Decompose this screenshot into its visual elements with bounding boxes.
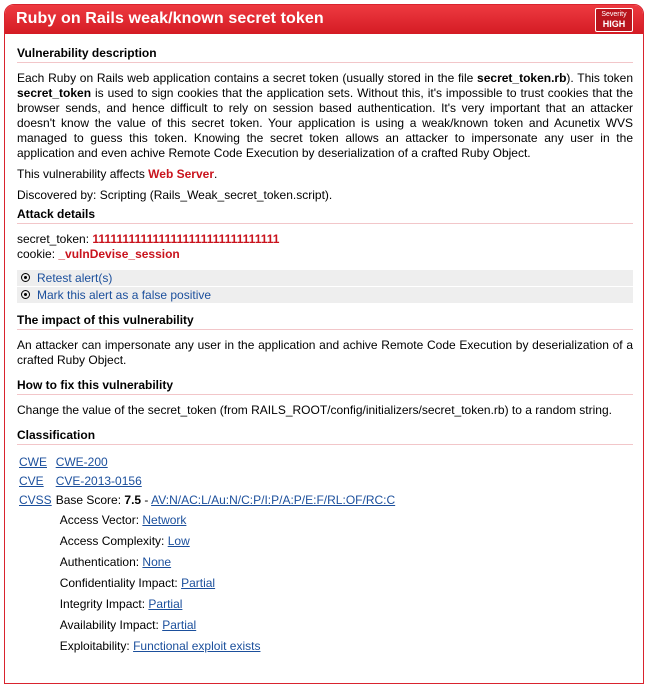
base-score-label: Base Score:: [55, 493, 125, 507]
metric-label: Exploitability:: [59, 639, 134, 653]
affects-prefix: This vulnerability affects: [17, 167, 149, 181]
cvss-label-link[interactable]: CVSS: [19, 493, 52, 507]
token-label: secret_token:: [17, 232, 93, 246]
token-value: 1111111111111111111111111111111: [92, 232, 280, 246]
cookie-line: [17, 247, 633, 262]
metric-integrity: [58, 595, 263, 614]
bullet-icon: [21, 273, 30, 282]
metric-exploitability: [58, 637, 263, 656]
cve-value-link[interactable]: CVE-2013-0156: [55, 474, 142, 488]
discovered-line: Discovered by: Scripting (Rails_Weak_secret_token.script).: [17, 188, 333, 202]
metric-value-link[interactable]: None: [142, 555, 172, 569]
metric-label: Availability Impact:: [59, 618, 163, 632]
impact-text: An attacker can impersonate any user in the application and achive Remote Code Execution by deserialization of a crafted Ruby Object.: [17, 338, 633, 367]
description-text: [17, 71, 633, 161]
attack-heading: Attack details: [17, 207, 633, 224]
severity-value: HIGH: [602, 19, 626, 29]
affected-target: Web Server: [148, 167, 214, 181]
description-part: Each Ruby on Rails web application contains a secret token (usually stored in the file: [17, 71, 478, 85]
affects-suffix: .: [213, 167, 218, 181]
base-score-sep: -: [141, 493, 152, 507]
classification-heading: Classification: [17, 428, 633, 445]
metric-value-link[interactable]: Partial: [162, 618, 197, 632]
cve-row: [17, 472, 397, 491]
attack-details: [17, 232, 633, 262]
alert-title-bar: [5, 5, 643, 34]
cwe-value-link[interactable]: CWE-200: [55, 455, 108, 469]
secret-token-name: secret_token: [17, 86, 92, 100]
fix-text: Change the value of the secret_token (from RAILS_ROOT/config/initializers/secret_token.rb) to a random string.: [17, 403, 612, 417]
metric-availability: [58, 616, 263, 635]
token-line: [17, 232, 633, 247]
description-part: ). This token: [566, 71, 634, 85]
alert-content: [5, 34, 643, 659]
retest-link[interactable]: Retest alert(s): [37, 271, 113, 285]
fix-heading: How to fix this vulnerability: [17, 378, 633, 395]
cookie-label: cookie:: [17, 247, 59, 261]
metric-label: Access Vector:: [59, 513, 143, 527]
description-heading: Vulnerability description: [17, 46, 633, 63]
metric-confidentiality: [58, 574, 263, 593]
cve-label-link[interactable]: CVE: [19, 474, 44, 488]
metric-value-link[interactable]: Functional exploit exists: [133, 639, 261, 653]
metric-value-link[interactable]: Partial: [181, 576, 216, 590]
false-positive-link[interactable]: Mark this alert as a false positive: [37, 288, 212, 302]
metric-access-vector: [58, 511, 263, 530]
cwe-row: [17, 453, 397, 472]
cvss-vector-link[interactable]: AV:N/AC:L/Au:N/C:P/I:P/A:P/E:F/RL:OF/RC:C: [151, 493, 396, 507]
metric-label: Authentication:: [59, 555, 143, 569]
metric-value-link[interactable]: Partial: [148, 597, 183, 611]
metric-value-link[interactable]: Network: [142, 513, 187, 527]
false-positive-action[interactable]: [17, 287, 633, 303]
metric-label: Confidentiality Impact:: [59, 576, 182, 590]
cwe-label-link[interactable]: CWE: [19, 455, 47, 469]
secret-token-file: secret_token.rb: [477, 71, 567, 85]
description-part: is used to sign cookies that the application sets. Without this, it's impossible to trust cookies that the browser sends, and hence difficult to rely on session based authentication. It's very important that an attacker doesn't know the value of this secret token. Your application is using a weak/known token and Acunetix WVS managed to guess this token. Knowing the secret token allows an attacker to impersonate any user in the application and even achive Remote Code Execution by deserialization of a crafted Ruby Object.: [17, 86, 633, 160]
cvss-metrics: [56, 509, 265, 658]
base-score-line: [56, 492, 395, 509]
alert-title: Ruby on Rails weak/known secret token: [16, 10, 324, 27]
cvss-row: [17, 491, 397, 659]
metric-label: Access Complexity:: [59, 534, 168, 548]
impact-heading: The impact of this vulnerability: [17, 313, 633, 330]
alert-actions: [17, 270, 633, 303]
severity-badge: [595, 8, 633, 32]
affects-line: [17, 167, 633, 182]
classification-table: [17, 453, 397, 659]
metric-authentication: [58, 553, 263, 572]
retest-action[interactable]: [17, 270, 633, 286]
bullet-icon: [21, 290, 30, 299]
cookie-value: _vulnDevise_session: [58, 247, 180, 261]
severity-label: Severity: [601, 11, 627, 18]
metric-access-complexity: [58, 532, 263, 551]
metric-value-link[interactable]: Low: [167, 534, 190, 548]
base-score-value: 7.5: [124, 493, 142, 507]
alert-panel: [4, 4, 644, 684]
metric-label: Integrity Impact:: [59, 597, 149, 611]
